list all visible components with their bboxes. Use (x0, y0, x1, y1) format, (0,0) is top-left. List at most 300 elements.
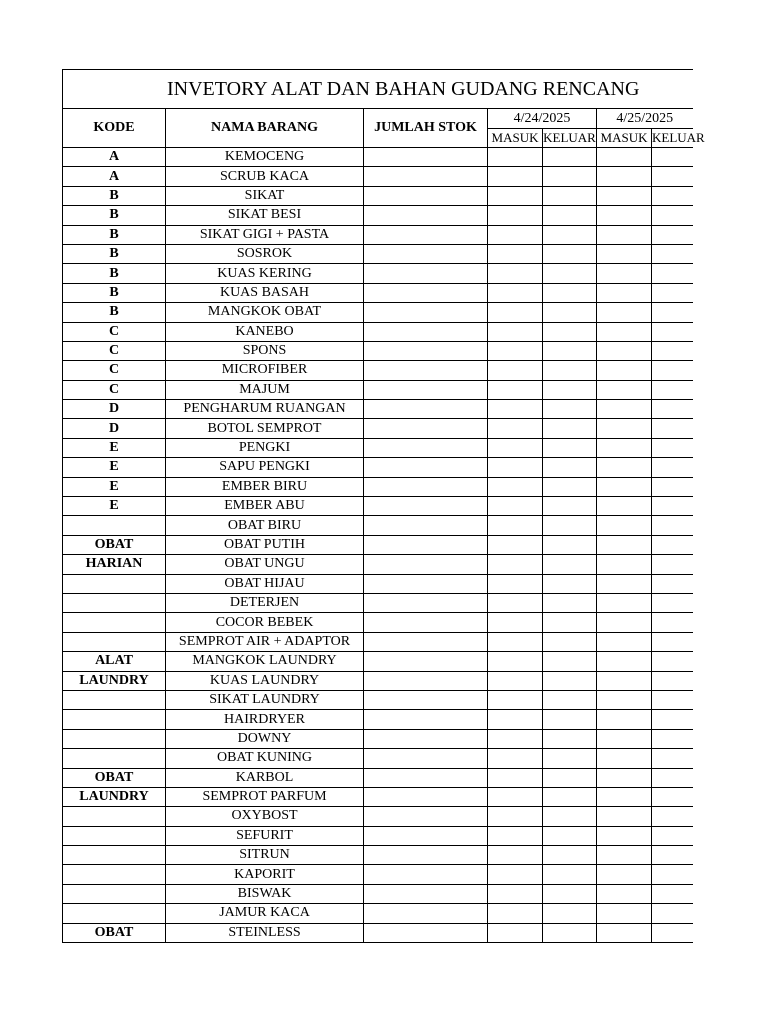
masuk-cell-2[interactable] (597, 749, 652, 768)
jumlah-stok-cell[interactable] (364, 807, 488, 826)
masuk-cell-1[interactable] (488, 613, 543, 632)
keluar-cell-2[interactable] (652, 167, 693, 186)
keluar-cell-1[interactable] (543, 303, 597, 322)
keluar-cell-2[interactable] (652, 787, 693, 806)
keluar-cell-1[interactable] (543, 710, 597, 729)
header-kode: KODE (63, 109, 166, 148)
masuk-cell-1[interactable] (488, 438, 543, 457)
nama-barang-cell[interactable]: MANGKOK OBAT (166, 303, 364, 322)
jumlah-stok-cell[interactable] (364, 652, 488, 671)
keluar-cell-1[interactable] (543, 749, 597, 768)
keluar-cell-2[interactable] (652, 555, 693, 574)
masuk-cell-1[interactable] (488, 341, 543, 360)
keluar-cell-2[interactable] (652, 729, 693, 748)
kode-cell[interactable]: B (63, 225, 166, 244)
header-date-2: 4/25/2025 (597, 109, 693, 129)
kode-cell[interactable]: D (63, 400, 166, 419)
masuk-cell-1[interactable] (488, 225, 543, 244)
jumlah-stok-cell[interactable] (364, 167, 488, 186)
masuk-cell-1[interactable] (488, 923, 543, 942)
masuk-cell-2[interactable] (597, 884, 652, 903)
jumlah-stok-cell[interactable] (364, 535, 488, 554)
nama-barang-cell[interactable]: BOTOL SEMPROT (166, 419, 364, 438)
masuk-cell-2[interactable] (597, 729, 652, 748)
keluar-cell-2[interactable] (652, 148, 693, 167)
nama-barang-cell[interactable]: KAPORIT (166, 865, 364, 884)
masuk-cell-2[interactable] (597, 652, 652, 671)
masuk-cell-2[interactable] (597, 167, 652, 186)
keluar-cell-2[interactable] (652, 690, 693, 709)
nama-barang-cell[interactable]: PENGKI (166, 438, 364, 457)
masuk-cell-1[interactable] (488, 322, 543, 341)
table-row (63, 593, 693, 612)
kode-cell[interactable]: LAUNDRY (63, 787, 166, 806)
keluar-cell-2[interactable] (652, 671, 693, 690)
nama-barang-cell[interactable]: SIKAT LAUNDRY (166, 690, 364, 709)
nama-barang-cell[interactable]: DETERJEN (166, 593, 364, 612)
keluar-cell-1[interactable] (543, 264, 597, 283)
jumlah-stok-cell[interactable] (364, 516, 488, 535)
keluar-cell-1[interactable] (543, 671, 597, 690)
jumlah-stok-cell[interactable] (364, 555, 488, 574)
kode-cell[interactable]: C (63, 380, 166, 399)
keluar-cell-1[interactable] (543, 729, 597, 748)
masuk-cell-2[interactable] (597, 574, 652, 593)
nama-barang-cell[interactable]: SCRUB KACA (166, 167, 364, 186)
masuk-cell-1[interactable] (488, 283, 543, 302)
masuk-cell-1[interactable] (488, 167, 543, 186)
keluar-cell-1[interactable] (543, 865, 597, 884)
table-row (63, 632, 693, 651)
masuk-cell-2[interactable] (597, 555, 652, 574)
keluar-cell-1[interactable] (543, 283, 597, 302)
keluar-cell-2[interactable] (652, 593, 693, 612)
keluar-cell-1[interactable] (543, 807, 597, 826)
jumlah-stok-cell[interactable] (364, 303, 488, 322)
masuk-cell-1[interactable] (488, 574, 543, 593)
kode-cell[interactable]: OBAT (63, 768, 166, 787)
nama-barang-cell[interactable]: KANEBO (166, 322, 364, 341)
nama-barang-cell[interactable]: KARBOL (166, 768, 364, 787)
masuk-cell-1[interactable] (488, 555, 543, 574)
keluar-cell-2[interactable] (652, 283, 693, 302)
masuk-cell-1[interactable] (488, 826, 543, 845)
kode-cell[interactable]: B (63, 303, 166, 322)
jumlah-stok-cell[interactable] (364, 419, 488, 438)
masuk-cell-2[interactable] (597, 419, 652, 438)
jumlah-stok-cell[interactable] (364, 380, 488, 399)
jumlah-stok-cell[interactable] (364, 690, 488, 709)
keluar-cell-1[interactable] (543, 458, 597, 477)
jumlah-stok-cell[interactable] (364, 768, 488, 787)
jumlah-stok-cell[interactable] (364, 225, 488, 244)
nama-barang-cell[interactable]: SIKAT BESI (166, 206, 364, 225)
keluar-cell-2[interactable] (652, 923, 693, 942)
nama-barang-cell[interactable]: JAMUR KACA (166, 904, 364, 923)
nama-barang-cell[interactable]: HAIRDRYER (166, 710, 364, 729)
kode-cell[interactable]: E (63, 497, 166, 516)
kode-cell[interactable] (63, 846, 166, 865)
table-row (63, 613, 693, 632)
keluar-cell-1[interactable] (543, 768, 597, 787)
masuk-cell-1[interactable] (488, 303, 543, 322)
keluar-cell-1[interactable] (543, 652, 597, 671)
kode-cell[interactable]: D (63, 419, 166, 438)
keluar-cell-1[interactable] (543, 148, 597, 167)
keluar-cell-2[interactable] (652, 244, 693, 263)
keluar-cell-2[interactable] (652, 652, 693, 671)
keluar-cell-1[interactable] (543, 613, 597, 632)
jumlah-stok-cell[interactable] (364, 729, 488, 748)
jumlah-stok-cell[interactable] (364, 846, 488, 865)
kode-cell[interactable]: B (63, 186, 166, 205)
masuk-cell-1[interactable] (488, 652, 543, 671)
jumlah-stok-cell[interactable] (364, 244, 488, 263)
keluar-cell-1[interactable] (543, 225, 597, 244)
keluar-cell-2[interactable] (652, 904, 693, 923)
nama-barang-cell[interactable]: OXYBOST (166, 807, 364, 826)
keluar-cell-1[interactable] (543, 632, 597, 651)
table-body (63, 148, 693, 943)
keluar-cell-2[interactable] (652, 749, 693, 768)
masuk-cell-2[interactable] (597, 206, 652, 225)
nama-barang-cell[interactable]: COCOR BEBEK (166, 613, 364, 632)
kode-cell[interactable]: E (63, 458, 166, 477)
keluar-cell-2[interactable] (652, 438, 693, 457)
keluar-cell-1[interactable] (543, 555, 597, 574)
jumlah-stok-cell[interactable] (364, 322, 488, 341)
nama-barang-cell[interactable]: SEMPROT AIR + ADAPTOR (166, 632, 364, 651)
keluar-cell-2[interactable] (652, 632, 693, 651)
jumlah-stok-cell[interactable] (364, 826, 488, 845)
masuk-cell-2[interactable] (597, 826, 652, 845)
title-row (63, 70, 693, 109)
keluar-cell-2[interactable] (652, 516, 693, 535)
masuk-cell-1[interactable] (488, 497, 543, 516)
nama-barang-cell[interactable]: SEMPROT PARFUM (166, 787, 364, 806)
jumlah-stok-cell[interactable] (364, 458, 488, 477)
keluar-cell-1[interactable] (543, 593, 597, 612)
jumlah-stok-cell[interactable] (364, 341, 488, 360)
kode-cell[interactable]: A (63, 167, 166, 186)
jumlah-stok-cell[interactable] (364, 283, 488, 302)
nama-barang-cell[interactable]: SAPU PENGKI (166, 458, 364, 477)
keluar-cell-1[interactable] (543, 574, 597, 593)
keluar-cell-1[interactable] (543, 535, 597, 554)
kode-cell[interactable] (63, 710, 166, 729)
nama-barang-cell[interactable]: OBAT HIJAU (166, 574, 364, 593)
kode-cell[interactable]: B (63, 206, 166, 225)
jumlah-stok-cell[interactable] (364, 361, 488, 380)
nama-barang-cell[interactable]: OBAT UNGU (166, 555, 364, 574)
nama-barang-cell[interactable]: KUAS KERING (166, 264, 364, 283)
kode-cell[interactable]: C (63, 361, 166, 380)
masuk-cell-2[interactable] (597, 807, 652, 826)
masuk-cell-2[interactable] (597, 341, 652, 360)
keluar-cell-2[interactable] (652, 400, 693, 419)
nama-barang-cell[interactable]: MANGKOK LAUNDRY (166, 652, 364, 671)
jumlah-stok-cell[interactable] (364, 710, 488, 729)
masuk-cell-2[interactable] (597, 923, 652, 942)
kode-cell[interactable] (63, 807, 166, 826)
nama-barang-cell[interactable]: SIKAT GIGI + PASTA (166, 225, 364, 244)
masuk-cell-2[interactable] (597, 768, 652, 787)
keluar-cell-2[interactable] (652, 361, 693, 380)
masuk-cell-2[interactable] (597, 225, 652, 244)
nama-barang-cell[interactable]: KUAS LAUNDRY (166, 671, 364, 690)
kode-cell[interactable] (63, 729, 166, 748)
kode-cell[interactable]: LAUNDRY (63, 671, 166, 690)
masuk-cell-1[interactable] (488, 477, 543, 496)
masuk-cell-2[interactable] (597, 322, 652, 341)
jumlah-stok-cell[interactable] (364, 865, 488, 884)
masuk-cell-1[interactable] (488, 380, 543, 399)
keluar-cell-2[interactable] (652, 535, 693, 554)
keluar-cell-1[interactable] (543, 497, 597, 516)
table-row (63, 671, 693, 690)
masuk-cell-1[interactable] (488, 690, 543, 709)
kode-cell[interactable]: ALAT (63, 652, 166, 671)
nama-barang-cell[interactable]: OBAT PUTIH (166, 535, 364, 554)
kode-cell[interactable]: C (63, 341, 166, 360)
jumlah-stok-cell[interactable] (364, 787, 488, 806)
masuk-cell-1[interactable] (488, 729, 543, 748)
nama-barang-cell[interactable]: SITRUN (166, 846, 364, 865)
masuk-cell-1[interactable] (488, 206, 543, 225)
jumlah-stok-cell[interactable] (364, 206, 488, 225)
keluar-cell-2[interactable] (652, 846, 693, 865)
nama-barang-cell[interactable]: OBAT BIRU (166, 516, 364, 535)
jumlah-stok-cell[interactable] (364, 749, 488, 768)
kode-cell[interactable]: A (63, 148, 166, 167)
masuk-cell-2[interactable] (597, 671, 652, 690)
kode-cell[interactable] (63, 865, 166, 884)
table-row (63, 458, 693, 477)
masuk-cell-1[interactable] (488, 458, 543, 477)
masuk-cell-2[interactable] (597, 148, 652, 167)
masuk-cell-1[interactable] (488, 361, 543, 380)
kode-cell[interactable]: OBAT (63, 923, 166, 942)
keluar-cell-1[interactable] (543, 206, 597, 225)
masuk-cell-2[interactable] (597, 303, 652, 322)
masuk-cell-2[interactable] (597, 244, 652, 263)
keluar-cell-1[interactable] (543, 186, 597, 205)
keluar-cell-2[interactable] (652, 865, 693, 884)
jumlah-stok-cell[interactable] (364, 186, 488, 205)
keluar-cell-2[interactable] (652, 225, 693, 244)
keluar-cell-1[interactable] (543, 884, 597, 903)
masuk-cell-1[interactable] (488, 186, 543, 205)
kode-cell[interactable] (63, 690, 166, 709)
jumlah-stok-cell[interactable] (364, 497, 488, 516)
masuk-cell-1[interactable] (488, 787, 543, 806)
masuk-cell-2[interactable] (597, 283, 652, 302)
kode-cell[interactable] (63, 904, 166, 923)
keluar-cell-2[interactable] (652, 206, 693, 225)
keluar-cell-2[interactable] (652, 826, 693, 845)
keluar-cell-2[interactable] (652, 613, 693, 632)
masuk-cell-1[interactable] (488, 904, 543, 923)
keluar-cell-1[interactable] (543, 787, 597, 806)
kode-cell[interactable]: B (63, 283, 166, 302)
jumlah-stok-cell[interactable] (364, 593, 488, 612)
masuk-cell-1[interactable] (488, 846, 543, 865)
keluar-cell-2[interactable] (652, 574, 693, 593)
masuk-cell-1[interactable] (488, 244, 543, 263)
nama-barang-cell[interactable]: KEMOCENG (166, 148, 364, 167)
masuk-cell-1[interactable] (488, 865, 543, 884)
jumlah-stok-cell[interactable] (364, 884, 488, 903)
masuk-cell-2[interactable] (597, 710, 652, 729)
kode-cell[interactable]: C (63, 322, 166, 341)
table-row (63, 419, 693, 438)
nama-barang-cell[interactable]: BISWAK (166, 884, 364, 903)
masuk-cell-2[interactable] (597, 477, 652, 496)
nama-barang-cell[interactable]: SPONS (166, 341, 364, 360)
nama-barang-cell[interactable]: MAJUM (166, 380, 364, 399)
nama-barang-cell[interactable]: SOSROK (166, 244, 364, 263)
masuk-cell-2[interactable] (597, 380, 652, 399)
keluar-cell-2[interactable] (652, 264, 693, 283)
masuk-cell-1[interactable] (488, 264, 543, 283)
keluar-cell-2[interactable] (652, 419, 693, 438)
nama-barang-cell[interactable]: SIKAT (166, 186, 364, 205)
keluar-cell-2[interactable] (652, 768, 693, 787)
masuk-cell-1[interactable] (488, 884, 543, 903)
jumlah-stok-cell[interactable] (364, 574, 488, 593)
table-row (63, 690, 693, 709)
keluar-cell-1[interactable] (543, 419, 597, 438)
keluar-cell-2[interactable] (652, 186, 693, 205)
masuk-cell-2[interactable] (597, 846, 652, 865)
keluar-cell-1[interactable] (543, 904, 597, 923)
header-nama-barang: NAMA BARANG (166, 109, 364, 148)
jumlah-stok-cell[interactable] (364, 477, 488, 496)
jumlah-stok-cell[interactable] (364, 923, 488, 942)
kode-cell[interactable] (63, 613, 166, 632)
jumlah-stok-cell[interactable] (364, 148, 488, 167)
nama-barang-cell[interactable]: PENGHARUM RUANGAN (166, 400, 364, 419)
kode-cell[interactable]: B (63, 244, 166, 263)
masuk-cell-2[interactable] (597, 787, 652, 806)
kode-cell[interactable] (63, 632, 166, 651)
masuk-cell-2[interactable] (597, 632, 652, 651)
keluar-cell-1[interactable] (543, 846, 597, 865)
kode-cell[interactable]: E (63, 477, 166, 496)
keluar-cell-2[interactable] (652, 322, 693, 341)
masuk-cell-1[interactable] (488, 400, 543, 419)
masuk-cell-2[interactable] (597, 865, 652, 884)
masuk-cell-2[interactable] (597, 593, 652, 612)
kode-cell[interactable] (63, 749, 166, 768)
nama-barang-cell[interactable]: MICROFIBER (166, 361, 364, 380)
masuk-cell-2[interactable] (597, 438, 652, 457)
nama-barang-cell[interactable]: KUAS BASAH (166, 283, 364, 302)
keluar-cell-1[interactable] (543, 341, 597, 360)
masuk-cell-2[interactable] (597, 400, 652, 419)
masuk-cell-1[interactable] (488, 516, 543, 535)
keluar-cell-1[interactable] (543, 322, 597, 341)
keluar-cell-1[interactable] (543, 690, 597, 709)
masuk-cell-1[interactable] (488, 671, 543, 690)
kode-cell[interactable] (63, 826, 166, 845)
masuk-cell-2[interactable] (597, 361, 652, 380)
kode-cell[interactable] (63, 574, 166, 593)
jumlah-stok-cell[interactable] (364, 671, 488, 690)
masuk-cell-2[interactable] (597, 904, 652, 923)
keluar-cell-2[interactable] (652, 458, 693, 477)
masuk-cell-1[interactable] (488, 768, 543, 787)
keluar-cell-2[interactable] (652, 710, 693, 729)
kode-cell[interactable] (63, 593, 166, 612)
keluar-cell-2[interactable] (652, 380, 693, 399)
masuk-cell-1[interactable] (488, 419, 543, 438)
keluar-cell-2[interactable] (652, 303, 693, 322)
keluar-cell-1[interactable] (543, 361, 597, 380)
kode-cell[interactable]: E (63, 438, 166, 457)
masuk-cell-2[interactable] (597, 690, 652, 709)
keluar-cell-1[interactable] (543, 400, 597, 419)
jumlah-stok-cell[interactable] (364, 264, 488, 283)
nama-barang-cell[interactable]: SEFURIT (166, 826, 364, 845)
kode-cell[interactable] (63, 516, 166, 535)
masuk-cell-2[interactable] (597, 186, 652, 205)
jumlah-stok-cell[interactable] (364, 632, 488, 651)
jumlah-stok-cell[interactable] (364, 438, 488, 457)
jumlah-stok-cell[interactable] (364, 400, 488, 419)
keluar-cell-2[interactable] (652, 884, 693, 903)
masuk-cell-1[interactable] (488, 632, 543, 651)
keluar-cell-1[interactable] (543, 923, 597, 942)
masuk-cell-1[interactable] (488, 749, 543, 768)
nama-barang-cell[interactable]: EMBER ABU (166, 497, 364, 516)
masuk-cell-2[interactable] (597, 497, 652, 516)
keluar-cell-1[interactable] (543, 244, 597, 263)
jumlah-stok-cell[interactable] (364, 613, 488, 632)
keluar-cell-1[interactable] (543, 516, 597, 535)
masuk-cell-2[interactable] (597, 458, 652, 477)
keluar-cell-1[interactable] (543, 477, 597, 496)
kode-cell[interactable]: HARIAN (63, 555, 166, 574)
masuk-cell-1[interactable] (488, 593, 543, 612)
jumlah-stok-cell[interactable] (364, 904, 488, 923)
masuk-cell-1[interactable] (488, 148, 543, 167)
keluar-cell-2[interactable] (652, 807, 693, 826)
kode-cell[interactable]: B (63, 264, 166, 283)
nama-barang-cell[interactable]: EMBER BIRU (166, 477, 364, 496)
spreadsheet-viewport (62, 69, 705, 943)
masuk-cell-1[interactable] (488, 710, 543, 729)
nama-barang-cell[interactable]: STEINLESS (166, 923, 364, 942)
keluar-cell-1[interactable] (543, 380, 597, 399)
nama-barang-cell[interactable]: OBAT KUNING (166, 749, 364, 768)
masuk-cell-1[interactable] (488, 807, 543, 826)
keluar-cell-1[interactable] (543, 167, 597, 186)
keluar-cell-2[interactable] (652, 477, 693, 496)
keluar-cell-1[interactable] (543, 438, 597, 457)
masuk-cell-1[interactable] (488, 535, 543, 554)
masuk-cell-2[interactable] (597, 264, 652, 283)
kode-cell[interactable] (63, 884, 166, 903)
masuk-cell-2[interactable] (597, 613, 652, 632)
kode-cell[interactable]: OBAT (63, 535, 166, 554)
nama-barang-cell[interactable]: DOWNY (166, 729, 364, 748)
keluar-cell-2[interactable] (652, 341, 693, 360)
keluar-cell-2[interactable] (652, 497, 693, 516)
keluar-cell-1[interactable] (543, 826, 597, 845)
masuk-cell-2[interactable] (597, 535, 652, 554)
masuk-cell-2[interactable] (597, 516, 652, 535)
